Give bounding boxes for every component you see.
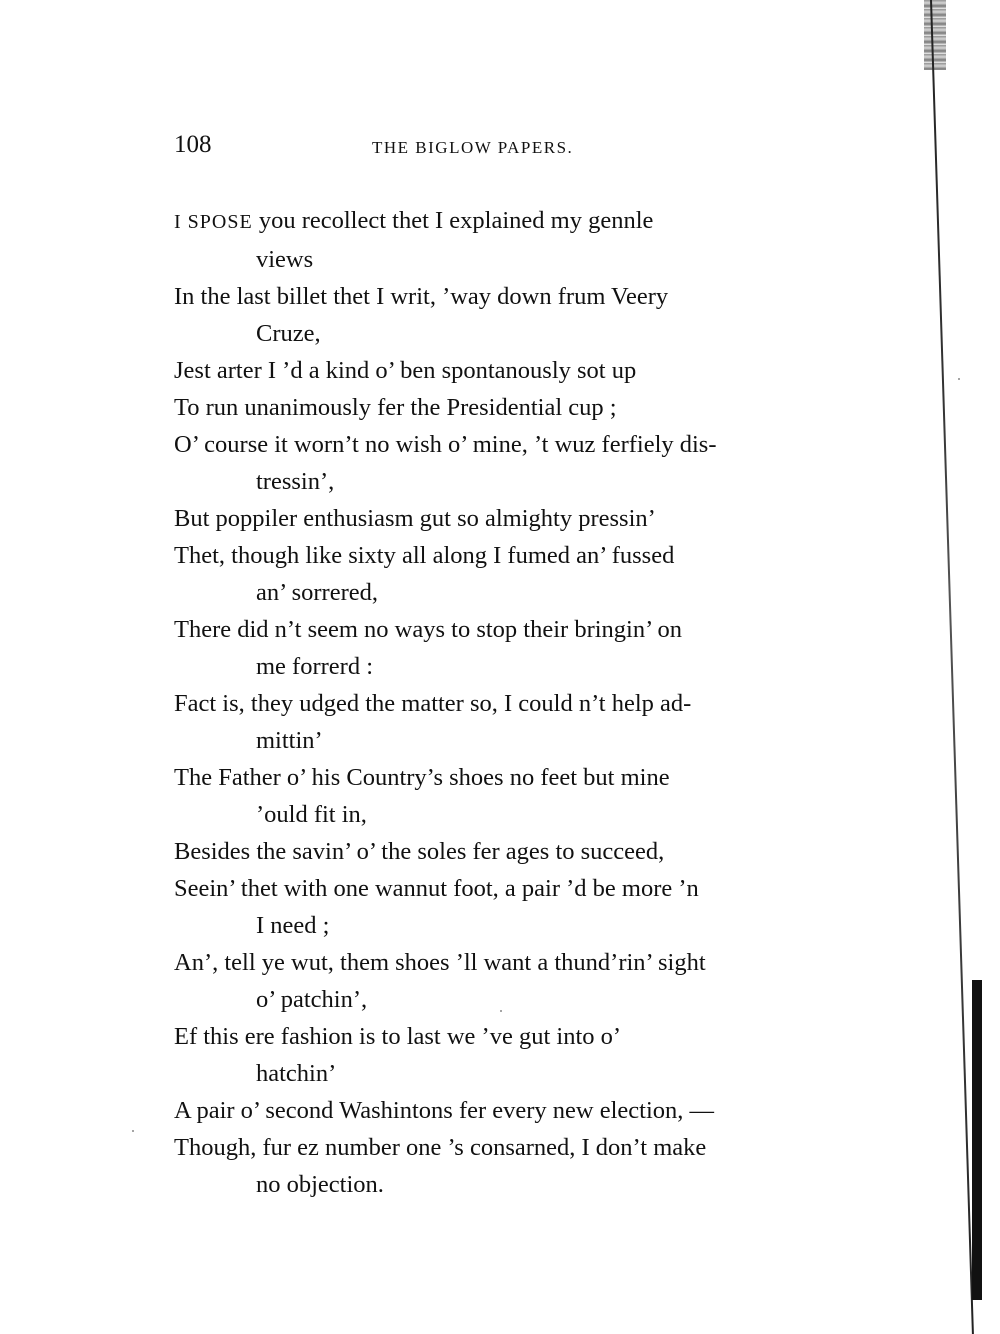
- verse-line: [174, 944, 802, 1018]
- verse-turnover: Cruze,: [256, 320, 321, 347]
- poem-body: [174, 202, 802, 1203]
- verse-text: Thet, though like sixty all along I fumed an’ fussed: [174, 542, 675, 569]
- verse-text: Besides the savin’ o’ the soles fer ages to succeed,: [174, 838, 665, 865]
- verse-line: [174, 389, 802, 426]
- verse-turnover: I need ;: [256, 912, 330, 939]
- running-header: [174, 130, 814, 164]
- verse-line: [174, 833, 802, 870]
- verse-line: [174, 611, 802, 685]
- binding-edge-line: [930, 0, 974, 1334]
- binding-edge-shadow: [972, 980, 982, 1300]
- verse-text: Fact is, they udged the matter so, I could n’t help ad-: [174, 690, 692, 717]
- verse-line: [174, 202, 802, 278]
- verse-line: [174, 1092, 802, 1129]
- scan-speck: [132, 1130, 134, 1132]
- verse-turnover: me forrerd :: [256, 653, 373, 680]
- verse-text: O’ course it worn’t no wish o’ mine, ’t wuz ferfiely dis-: [174, 431, 717, 458]
- verse-line: [174, 537, 802, 611]
- verse-line: [174, 1018, 802, 1092]
- verse-line: [174, 500, 802, 537]
- verse-text: Jest arter I ’d a kind o’ ben spontanously sot up: [174, 357, 637, 384]
- verse-text: Ef this ere fashion is to last we ’ve gut into o’: [174, 1023, 622, 1050]
- verse-text: Seein’ thet with one wannut foot, a pair ’d be more ’n: [174, 875, 699, 902]
- verse-text: There did n’t seem no ways to stop their bringin’ on: [174, 616, 683, 643]
- running-title: THE BIGLOW PAPERS.: [372, 138, 574, 157]
- verse-line: [174, 759, 802, 833]
- verse-text: Though, fur ez number one ’s consarned, I don’t make: [174, 1134, 707, 1161]
- verse-lead-word: I SPOSE: [174, 211, 253, 233]
- verse-turnover: views: [256, 246, 314, 273]
- scan-speck: [500, 1010, 502, 1012]
- verse-turnover: o’ patchin’,: [256, 986, 368, 1013]
- verse-line: [174, 870, 802, 944]
- scan-speck: [958, 378, 960, 380]
- verse-text: An’, tell ye wut, them shoes ’ll want a thund’rin’ sight: [174, 949, 706, 976]
- verse-text: But poppiler enthusiasm gut so almighty pressin’: [174, 505, 656, 532]
- verse-text: you recollect thet I explained my gennle: [252, 207, 654, 234]
- verse-line: [174, 352, 802, 389]
- verse-turnover: an’ sorrered,: [256, 579, 378, 606]
- verse-line: [174, 1129, 802, 1203]
- verse-line: [174, 685, 802, 759]
- verse-turnover: ’ould fit in,: [256, 801, 367, 828]
- verse-text: The Father o’ his Country’s shoes no feet but mine: [174, 764, 670, 791]
- verse-turnover: mittin’: [256, 727, 323, 754]
- page-number: 108: [174, 131, 212, 158]
- verse-text: A pair o’ second Washintons fer every new election, —: [174, 1097, 715, 1124]
- verse-text: In the last billet thet I writ, ’way down frum Veery: [174, 283, 669, 310]
- verse-text: To run unanimously fer the Presidential cup ;: [174, 394, 617, 421]
- verse-line: [174, 278, 802, 352]
- verse-turnover: hatchin’: [256, 1060, 337, 1087]
- verse-turnover: tressin’,: [256, 468, 335, 495]
- verse-turnover: no objection.: [256, 1171, 384, 1198]
- binding-edge-texture: [924, 0, 946, 70]
- verse-line: [174, 426, 802, 500]
